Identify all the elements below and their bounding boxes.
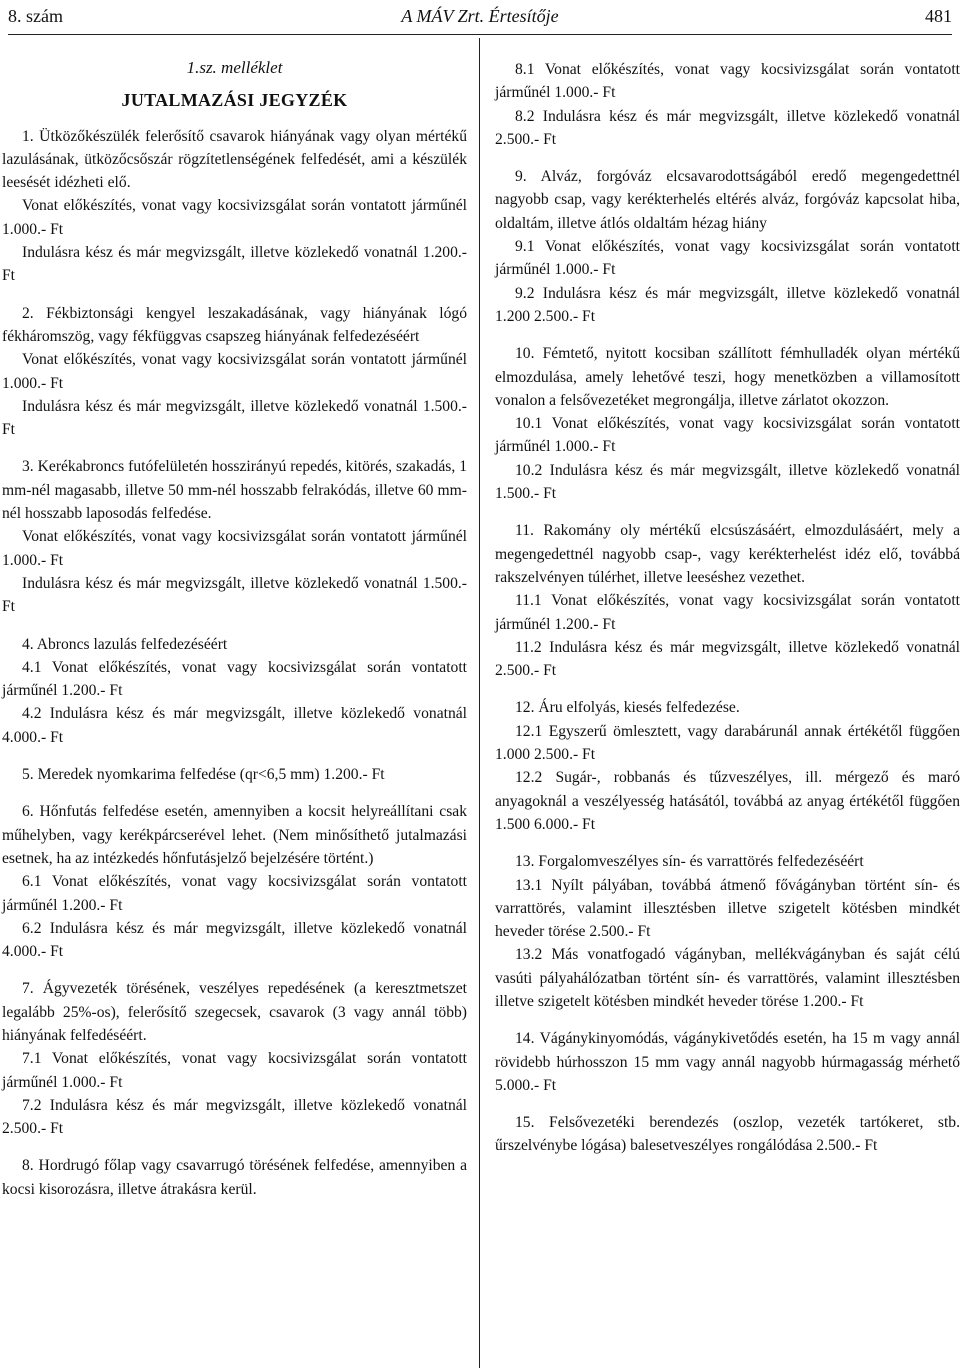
paragraph: 1. Ütközőkészülék felerősítő csavarok hiányának vagy olyan mértékű lazulásának, ütközőcsőszár rögzítetlenségének felfedését, ami a készülék leesését idézheti elő. <box>2 127 467 192</box>
paragraph: 10.1 Vonat előkészítés, vonat vagy kocsivizsgálat során vontatott járműnél 1.000.- Ft <box>495 415 960 456</box>
document-title: JUTALMAZÁSI JEGYZÉK <box>121 90 348 111</box>
issue-number: 8. szám <box>8 6 63 26</box>
paragraph: 7.1 Vonat előkészítés, vonat vagy kocsivizsgálat során vontatott járműnél 1.000.- Ft <box>2 1050 467 1091</box>
paragraph: 6. Hőnfutás felfedése esetén, amennyiben a kocsit helyreállítani csak műhelyben, vagy kerékpárcserével lehet. (Nem minősíthető jutalmazási esetnek, ha az intézkedés hőnfutásjelző bejelzésére történt.) <box>2 803 467 867</box>
paragraph: Vonat előkészítés, vonat vagy kocsivizsgálat során vontatott járműnél 1.000.- Ft <box>2 528 467 569</box>
paragraph: Vonat előkészítés, vonat vagy kocsivizsgálat során vontatott járműnél 1.000.- Ft <box>2 197 467 238</box>
left-column <box>2 48 467 1201</box>
paragraph: 10. Fémtető, nyitott kocsiban szállított fémhulladék olyan mértékű elmozdulása, amely lehetővé teszi, hogy menetközben a villamosított vonalon a felsővezetéket megrongálja, illetve zárlatot okozzon. <box>495 345 960 409</box>
paragraph: 12.1 Egyszerű ömlesztett, vagy darabárunál annak értékétől függően 1.000 2.500.- Ft <box>495 722 960 764</box>
paragraph: 5. Meredek nyomkarima felfedése (qr<6,5 mm) 1.200.- Ft <box>22 766 385 784</box>
annex-label: 1.sz. melléklet <box>186 58 283 77</box>
paragraph: Indulásra kész és már megvizsgált, illetve közlekedő vonatnál 1.500.- Ft <box>2 574 467 616</box>
paragraph: 9.1 Vonat előkészítés, vonat vagy kocsivizsgálat során vontatott járműnél 1.000.- Ft <box>495 238 960 279</box>
paragraph: 13. Forgalomveszélyes sín- és varrattörés felfedezéséért <box>515 853 864 871</box>
left-items <box>2 125 467 1201</box>
paragraph: 10.2 Indulásra kész és már megvizsgált, illetve közlekedő vonatnál 1.500.- Ft <box>495 461 960 503</box>
paragraph: Indulásra kész és már megvizsgált, illetve közlekedő vonatnál 1.500.- Ft <box>2 397 467 439</box>
paragraph: 6.1 Vonat előkészítés, vonat vagy kocsivizsgálat során vontatott járműnél 1.200.- Ft <box>2 873 467 914</box>
paragraph: 11.2 Indulásra kész és már megvizsgált, illetve közlekedő vonatnál 2.500.- Ft <box>495 638 960 680</box>
column-divider <box>479 38 480 1368</box>
paragraph: 13.1 Nyílt pályában, továbbá átmenő fővágányban történt sín- és varrattörés, valamint illesztésben illetve szigetelt kötésben mindkét heveder törése 2.500.- Ft <box>495 876 960 941</box>
page-number: 481 <box>925 6 952 26</box>
paragraph: 13.2 Más vonatfogadó vágányban, mellékvágányban és saját célú vasúti pályahálózatban történt sín- és varrattörés, valamint illesztésben illetve szigetelt kötésben mindkét heveder törése 1.200.- Ft <box>495 946 960 1010</box>
right-items <box>495 58 960 1158</box>
right-column <box>495 58 960 1158</box>
paragraph: 8.1 Vonat előkészítés, vonat vagy kocsivizsgálat során vontatott járműnél 1.000.- Ft <box>495 61 960 102</box>
paragraph: 2. Fékbiztonsági kengyel leszakadásának, vagy hiányának lógó fékháromszög, vagy fékfüggvas csapszeg hiányának felfedezéséért <box>2 304 467 345</box>
paragraph: 4.2 Indulásra kész és már megvizsgált, illetve közlekedő vonatnál 4.000.- Ft <box>2 705 467 746</box>
paragraph: 11.1 Vonat előkészítés, vonat vagy kocsivizsgálat során vontatott járműnél 1.200.- Ft <box>495 592 960 633</box>
paragraph: 15. Felsővezetéki berendezés (oszlop, vezeték tartókeret, stb. űrszelvénybe lógása) balesetveszélyes rongálódása 2.500.- Ft <box>495 1114 960 1155</box>
paragraph: 7.2 Indulásra kész és már megvizsgált, illetve közlekedő vonatnál 2.500.- Ft <box>2 1096 467 1138</box>
paragraph: Indulásra kész és már megvizsgált, illetve közlekedő vonatnál 1.200.- Ft <box>2 244 467 285</box>
publication-title: A MÁV Zrt. Értesítője <box>401 6 559 26</box>
paragraph: 4.1 Vonat előkészítés, vonat vagy kocsivizsgálat során vontatott járműnél 1.200.- Ft <box>2 658 467 700</box>
paragraph: 3. Kerékabroncs futófelületén hosszirányú repedés, kitörés, szakadás, 1 mm-nél magasabb, illetve 50 mm-nél hosszabb felrakódás, illetve 60 mm-nél hosszabb laposodás felfedése. <box>2 458 467 523</box>
paragraph: 11. Rakomány oly mértékű elcsúszásáért, elmozdulásáért, mely a megengedettnél nagyobb csap-, vagy kerékterhelést idéz elő, továbbá rakszelvényen túlérhet, illetve leeséshez vezethet. <box>495 522 960 586</box>
paragraph: 14. Vágánykinyomódás, vágánykivetődés esetén, ha 15 m vagy annál rövidebb húrhosszon 15 mm vagy annál nagyobb húrmagasság mérhető 5.000.- Ft <box>495 1030 960 1094</box>
paragraph: 6.2 Indulásra kész és már megvizsgált, illetve közlekedő vonatnál 4.000.- Ft <box>2 919 467 961</box>
paragraph: 4. Abroncs lazulás felfedezéséért <box>22 635 228 653</box>
paragraph: 12.2 Sugár-, robbanás és tűzveszélyes, ill. mérgező és maró anyagoknál a veszélyesség hatásától, továbbá az anyag értékétől függően 1.500 6.000.- Ft <box>495 769 960 833</box>
paragraph: 12. Áru elfolyás, kiesés felfedezése. <box>515 699 740 717</box>
page-header <box>8 4 952 35</box>
paragraph: Vonat előkészítés, vonat vagy kocsivizsgálat során vontatott járműnél 1.000.- Ft <box>2 351 467 392</box>
paragraph: 9. Alváz, forgóváz elcsavarodottságából eredő megengedettnél nagyobb csap, vagy kerékterhelés eltérés alváz, forgóváz kapcsolat hiba, oldaltám, illetve átlós oldaltám hézag hiány <box>495 168 960 232</box>
paragraph: 8.2 Indulásra kész és már megvizsgált, illetve közlekedő vonatnál 2.500.- Ft <box>495 107 960 148</box>
paragraph: 8. Hordrugó főlap vagy csavarrugó törésének felfedése, amennyiben a kocsi kisorozásra, illetve átrakásra kerül. <box>2 1157 467 1198</box>
paragraph: 9.2 Indulásra kész és már megvizsgált, illetve közlekedő vonatnál 1.200 2.500.- Ft <box>495 284 960 325</box>
paragraph: 7. Ágyvezeték törésének, veszélyes repedésének (a keresztmetszet legalább 25%-os), felerősítő szegecsek, csavarok (3 vagy annál több) hiányának felfedéséért. <box>2 980 467 1044</box>
